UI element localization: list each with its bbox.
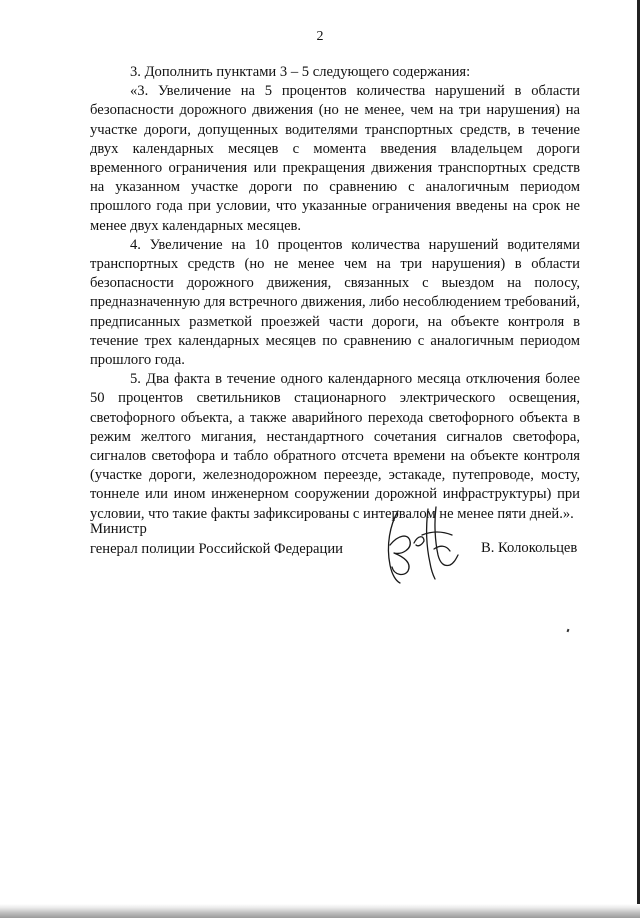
document-body — [90, 63, 580, 524]
scan-speck — [567, 629, 570, 633]
scan-edge-bottom — [0, 904, 640, 918]
page-number: 2 — [316, 29, 324, 44]
signatory-position: Министр — [90, 521, 147, 537]
paragraph-item-5: 5. Два факта в течение одного календарного месяца отключения более 50 процентов светильников стационарного электрического освещения, светофорного объекта, а также аварийного перехода светофорного объекта в режим желтого мигания, нестандартного сочетания сигналов светофора, сигналов светофора и табло обратного отсчета времени на объекте контроля (участке дороги, железнодорожном переезде, эстакаде, путепроводе, мосту, тоннеле или ином инженерном сооружении дорожной инфраструктуры) при условии, что такие факты зафиксированы с интервалом не менее пяти дней.». — [90, 371, 580, 522]
signatory-name: В. Колокольцев — [481, 540, 578, 556]
paragraph-intro: 3. Дополнить пунктами 3 – 5 следующего содержания: — [130, 64, 471, 80]
paragraph-item-4: 4. Увеличение на 10 процентов количества нарушений водителями транспортных средств (но не менее чем на три нарушения) в области безопасности дорожного движения, связанных с выездом на полосу, предназначенную для встречного движения, либо несоблюдением требований, предписанных разметкой проезжей части дороги, на объекте контроля в течение трех календарных месяцев по сравнению с аналогичным периодом прошлого года. — [90, 236, 580, 369]
paragraph-item-3: «3. Увеличение на 5 процентов количества нарушений в области безопасности дорожного движения (но не менее, чем на три нарушения) на участке дороги, допущенных водителями транспортных средств, в течение двух календарных месяцев с момента введения владельцем дороги временного ограничения или прекращения движения транспортных средств на указанном участке дороги по сравнению с аналогичным периодом прошлого года при условии, что указанные ограничения введены на срок не менее двух календарных месяцев. — [90, 83, 580, 234]
handwritten-signature-icon — [378, 505, 468, 587]
signatory-rank: генерал полиции Российской Федерации — [90, 540, 343, 557]
signatory-title — [90, 520, 343, 559]
